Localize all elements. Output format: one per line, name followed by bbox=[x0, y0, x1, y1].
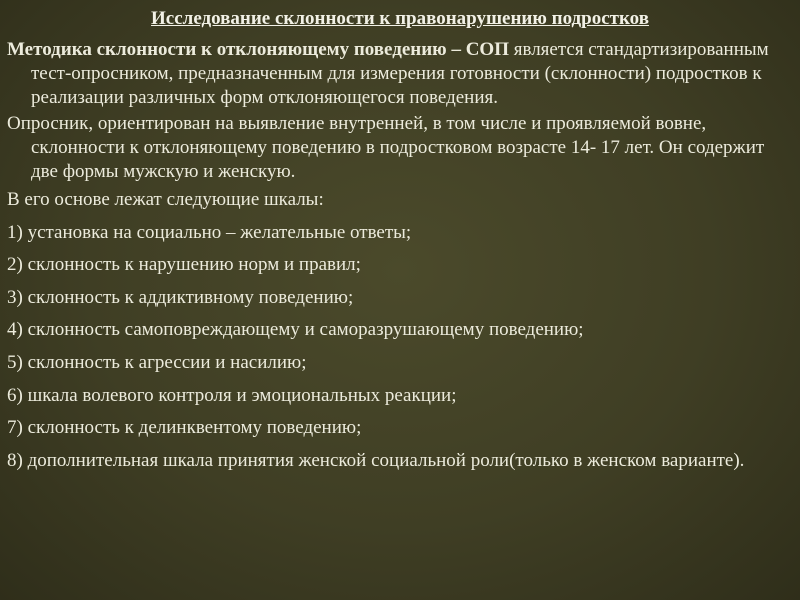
scale-item-4: 4) склонность самоповреждающему и саморазрушающему поведению; bbox=[7, 319, 584, 341]
scale-item-8: 8) дополнительная шкала принятия женской социальной роли(только в женском варианте). bbox=[7, 449, 745, 471]
scale-item-5: 5) склонность к агрессии и насилию; bbox=[7, 351, 307, 373]
method-description: является стандартизированным тест-опросником, предназначенным для измерения готовности (склонности) подростков к реализации различных форм отклоняющегося поведения. bbox=[31, 39, 769, 108]
scales-list bbox=[7, 221, 793, 473]
scale-item-7: 7) склонность к делинквентому поведению; bbox=[7, 417, 362, 439]
scales-intro: В его основе лежат следующие шкалы: bbox=[7, 189, 324, 210]
slide-content bbox=[7, 38, 793, 481]
method-name: Методика склонности к отклоняющему поведению – СОП bbox=[7, 39, 509, 60]
questionnaire-paragraph: Опросник, ориентирован на выявление внутренней, в том числе и проявляемой вовне, склонности к отклоняющему поведению в подростковом возрасте 14- 17 лет. Он содержит две формы мужскую и женскую. bbox=[7, 113, 765, 182]
scale-item-3: 3) склонность к аддиктивному поведению; bbox=[7, 286, 354, 308]
scale-item-1: 1) установка на социально – желательные ответы; bbox=[7, 221, 412, 243]
scale-item-2: 2) склонность к нарушению норм и правил; bbox=[7, 254, 361, 276]
intro-paragraph bbox=[7, 38, 793, 110]
slide-title: Исследование склонности к правонарушению подростков bbox=[151, 8, 649, 29]
scale-item-6: 6) шкала волевого контроля и эмоциональных реакции; bbox=[7, 384, 457, 406]
